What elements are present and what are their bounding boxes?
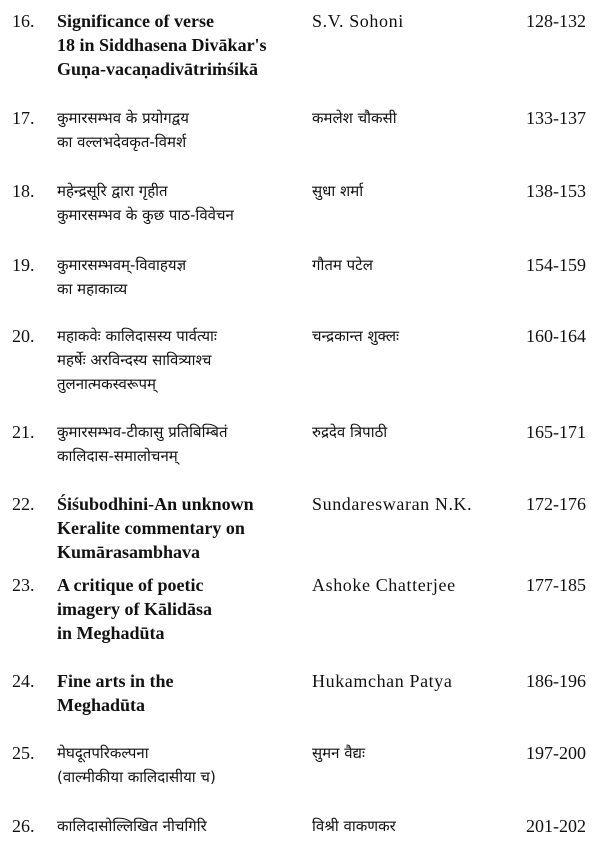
entry-title-line: Keralite commentary on [57, 518, 245, 538]
entry-author: सुधा शर्मा [312, 182, 364, 200]
entry-title-line: का महाकाव्य [57, 280, 128, 298]
entry-title-line: कुमारसम्भव के कुछ पाठ-विवेचन [57, 206, 234, 224]
entry-title-line: Meghadūta [57, 695, 146, 715]
entry-title [57, 253, 307, 301]
entry-title-line: महर्षेः अरविन्दस्य सावित्र्याश्च [57, 351, 212, 369]
entry-title-line: Significance of verse [57, 11, 214, 31]
entry-number: 25. [12, 743, 35, 763]
entry-title [57, 492, 307, 564]
entry-title-line: 18 in Siddhasena Divākar's [57, 35, 267, 55]
entry-number: 17. [12, 108, 35, 128]
entry-title-line: Kumārasambhava [57, 542, 201, 562]
entry-author: चन्द्रकान्त शुक्लः [312, 327, 400, 345]
entry-author: सुमन वैद्यः [312, 744, 366, 762]
entry-title [57, 106, 307, 154]
entry-title [57, 741, 307, 789]
entry-pages: 154-159 [526, 255, 586, 275]
entry-title-line: कुमारसम्भवम्-विवाहयज्ञ [57, 256, 187, 274]
entry-pages: 186-196 [526, 671, 586, 691]
entry-pages: 133-137 [526, 108, 586, 128]
entry-pages: 177-185 [526, 575, 586, 595]
entry-pages: 197-200 [526, 743, 586, 763]
entry-author: S.V. Sohoni [312, 11, 404, 31]
entry-pages: 201-202 [526, 816, 586, 836]
entry-number: 21. [12, 422, 35, 442]
entry-title-line: imagery of Kālidāsa [57, 599, 212, 619]
entry-title-line: तुलनात्मकस्वरूपम् [57, 375, 156, 393]
entry-title [57, 669, 307, 717]
entry-title-line: कालिदासोल्लिखित नीचगिरि [57, 817, 207, 835]
entry-number: 22. [12, 494, 35, 514]
entry-author: रुद्रदेव त्रिपाठी [312, 423, 388, 441]
entry-author: Sundareswaran N.K. [312, 494, 473, 514]
entry-title-line: Śiśubodhini-An unknown [57, 494, 254, 514]
entry-title-line: (वाल्मीकीया कालिदासीया च) [57, 768, 216, 786]
entry-pages: 138-153 [526, 181, 586, 201]
entry-number: 26. [12, 816, 35, 836]
entry-title-line: मेघदूतपरिकल्पना [57, 744, 149, 762]
entry-title-line: महाकवेः कालिदासस्य पार्वत्याः [57, 327, 217, 345]
entry-title [57, 573, 307, 645]
entry-title [57, 9, 307, 81]
entry-author: Hukamchan Patya [312, 671, 453, 691]
entry-title-line: Fine arts in the [57, 671, 174, 691]
entry-title-line: A critique of poetic [57, 575, 204, 595]
entry-pages: 172-176 [526, 494, 586, 514]
entry-title [57, 420, 307, 468]
entry-number: 19. [12, 255, 35, 275]
entry-number: 23. [12, 575, 35, 595]
entry-number: 20. [12, 326, 35, 346]
entry-number: 16. [12, 11, 35, 31]
entry-author: कमलेश चौकसी [312, 109, 397, 127]
entry-title-line: महेन्द्रसूरि द्वारा गृहीत [57, 182, 168, 200]
entry-author: Ashoke Chatterjee [312, 575, 456, 595]
entry-title-line: कुमारसम्भव के प्रयोगद्वय [57, 109, 189, 127]
entry-pages: 160-164 [526, 326, 586, 346]
entry-title-line: कालिदास-समालोचनम् [57, 447, 178, 465]
entry-pages: 165-171 [526, 422, 586, 442]
entry-title-line: का वल्लभदेवकृत-विमर्श [57, 133, 187, 151]
entry-title [57, 179, 307, 227]
entry-author: गौतम पटेल [312, 256, 373, 274]
entry-author: विश्री वाकणकर [312, 817, 396, 835]
entry-title-line: in Meghadūta [57, 623, 165, 643]
entry-title-line: कुमारसम्भव-टीकासु प्रतिबिम्बितं [57, 423, 228, 441]
entry-number: 24. [12, 671, 35, 691]
entry-title [57, 814, 307, 838]
entry-pages: 128-132 [526, 11, 586, 31]
entry-number: 18. [12, 181, 35, 201]
entry-title-line: Guṇa-vacaṇadivātriṁśikā [57, 59, 259, 79]
entry-title [57, 324, 307, 396]
